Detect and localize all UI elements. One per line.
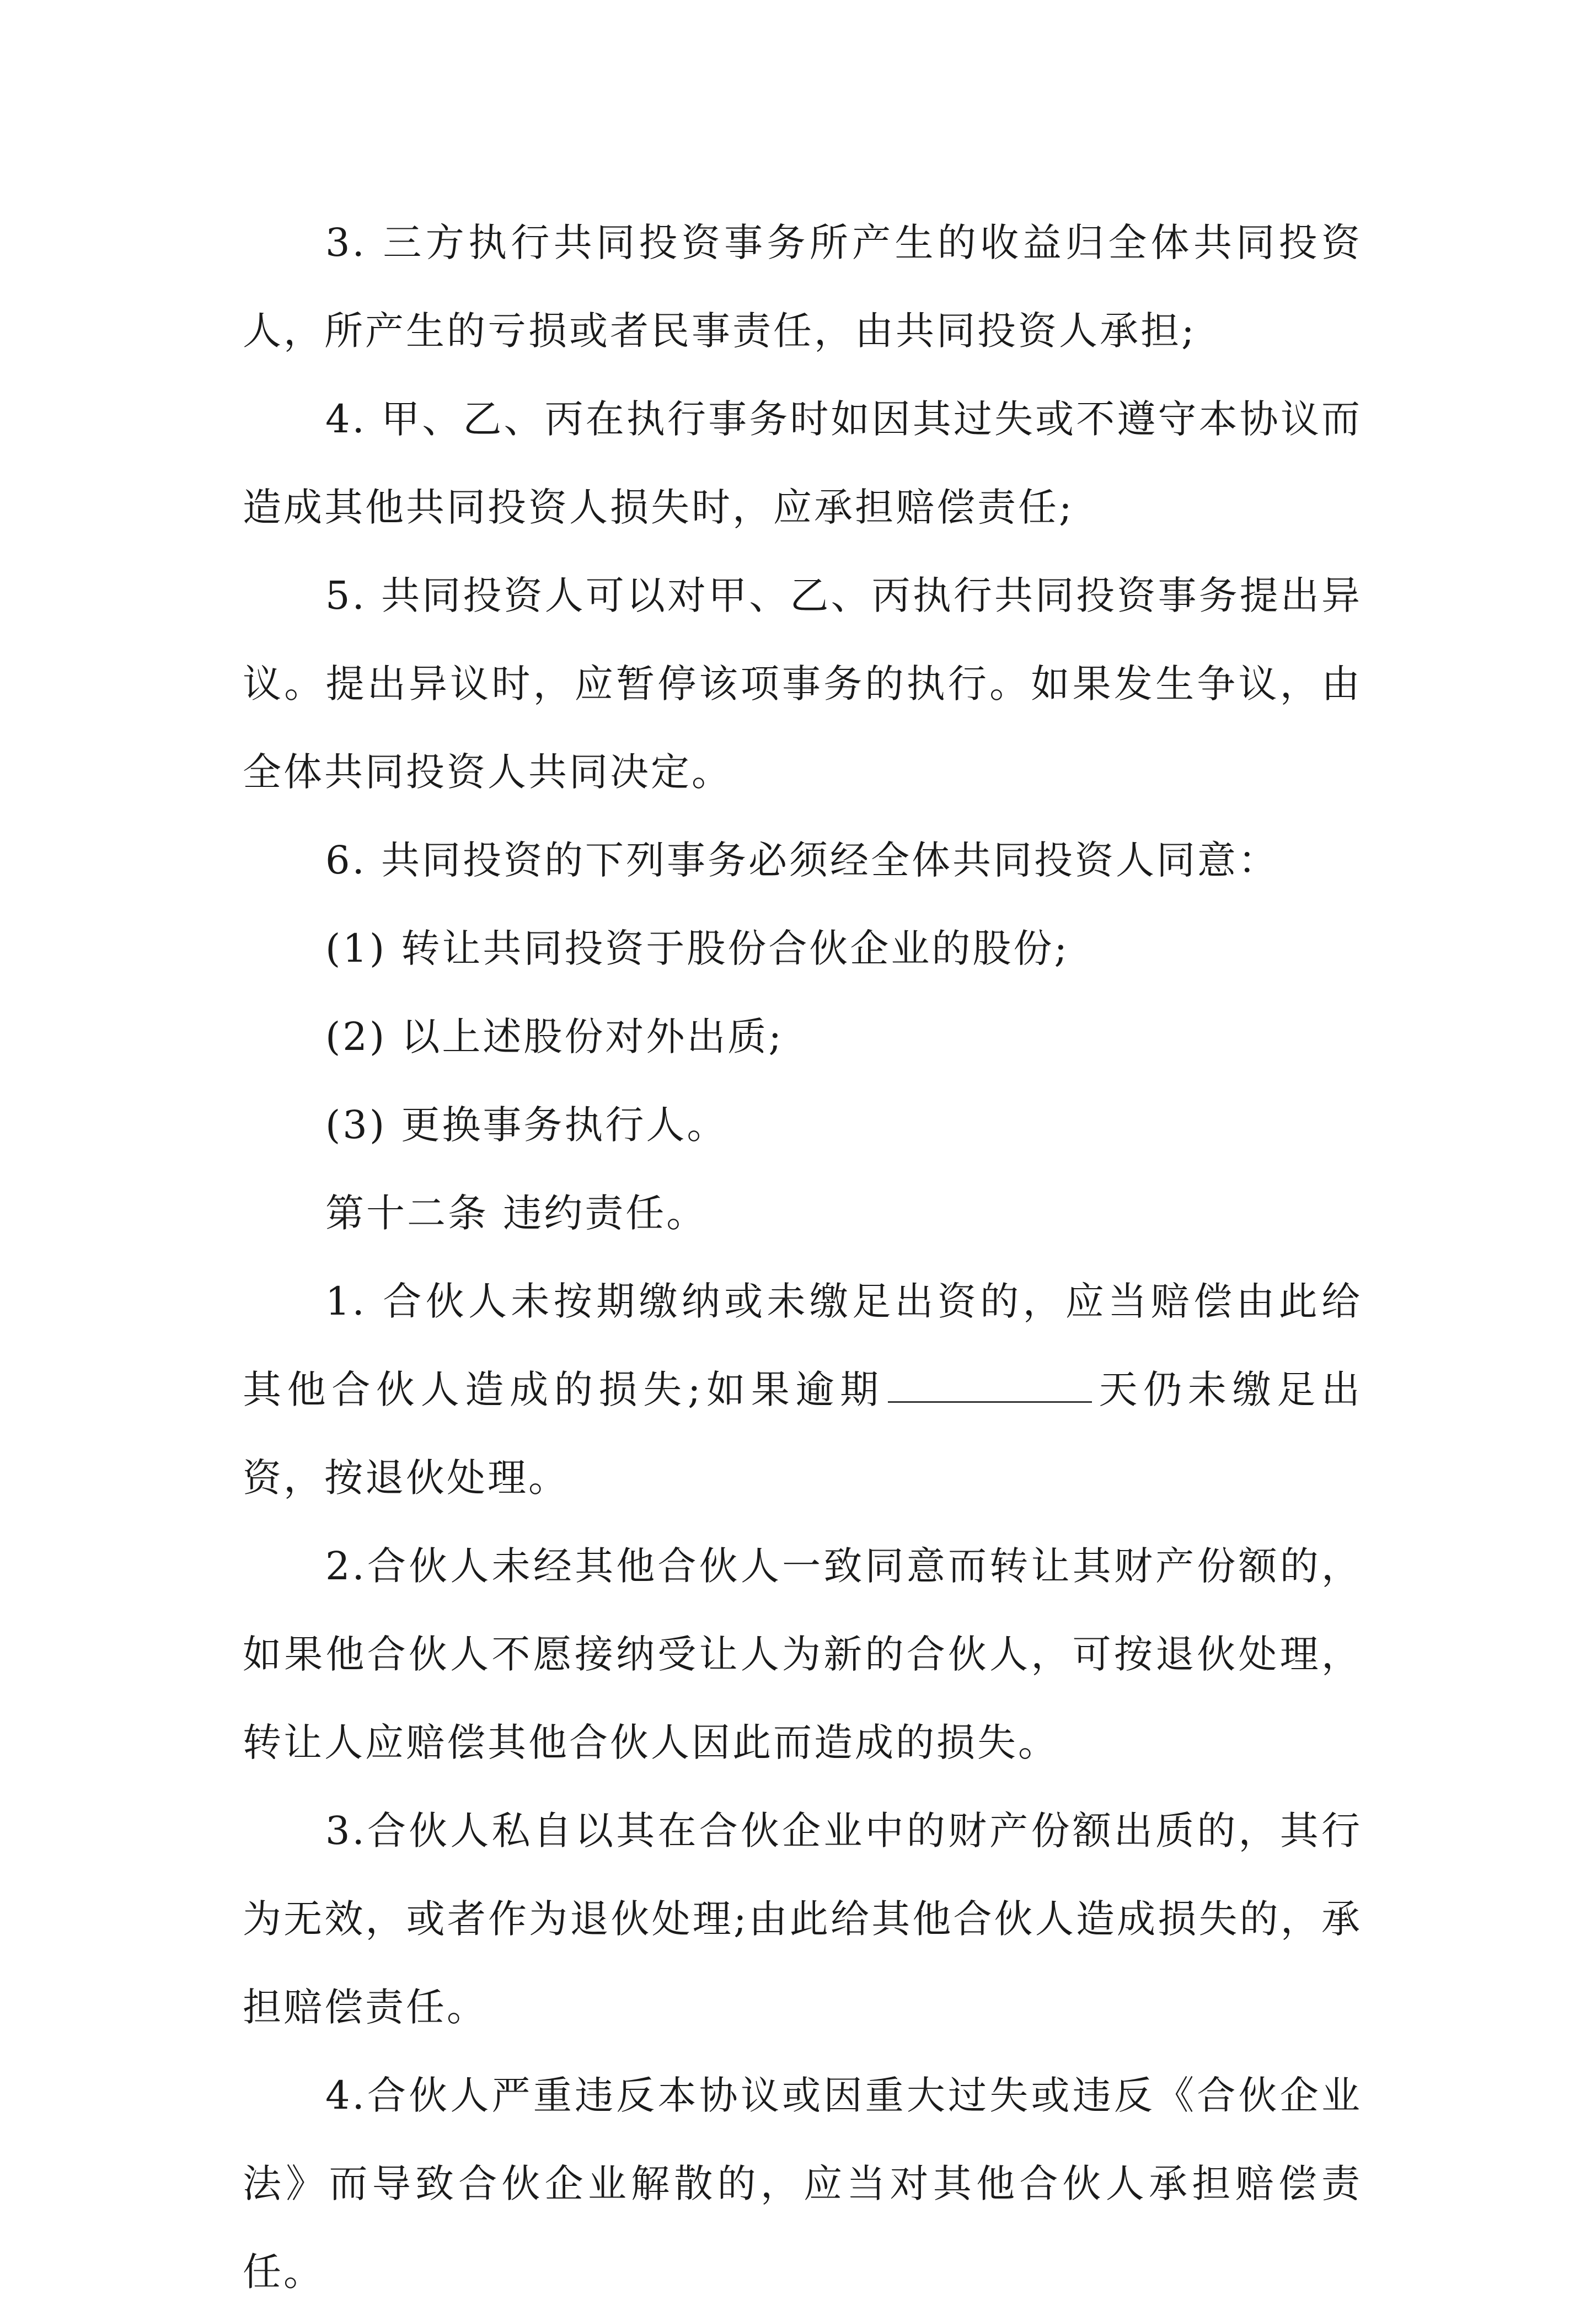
list-item-transfer-shares: (1) 转让共同投资于股份合伙企业的股份; <box>325 926 1069 971</box>
paragraph-investment-profit: 3. 三方执行共同投资事务所产生的收益归全体共同投资人，所产生的亏损或者民事责任，由共同投资人承担; <box>243 220 1362 353</box>
paragraph-objection: 5. 共同投资人可以对甲、乙、丙执行共同投资事务提出异议。提出异议时，应暂停该项事务的执行。如果发生争议，由全体共同投资人共同决定。 <box>243 573 1362 795</box>
paragraph-dissolution-liability: 4.合伙人严重违反本协议或因重大过失或违反《合伙企业法》而导致合伙企业解散的，应当对其他合伙人承担赔偿责任。 <box>243 2073 1362 2294</box>
list-item-pledge-shares: (2) 以上述股份对外出质; <box>325 1014 784 1059</box>
list-item-replace-executor: (3) 更换事务执行人。 <box>325 1102 728 1148</box>
late-contribution-text-before: 1. 合伙人未按期缴纳或未缴足出资的，应当赔偿由此给 其他合伙人造成的损失;如果逾期 <box>243 1279 1362 1412</box>
paragraph-unauthorized-transfer: 2.合伙人未经其他合伙人一致同意而转让其财产份额的，如果他合伙人不愿接纳受让人为新的合伙人，可按退伙处理，转让人应赔偿其他合伙人因此而造成的损失。 <box>243 1543 1362 1765</box>
article-heading-breach-liability: 第十二条 违约责任。 <box>325 1191 708 1236</box>
paragraph-late-contribution <box>243 1257 1362 1522</box>
days-blank-line <box>888 1363 1092 1403</box>
paragraph-consent-matters: 6. 共同投资的下列事务必须经全体共同投资人同意： <box>325 838 1279 883</box>
paragraph-private-pledge: 3.合伙人私自以其在合伙企业中的财产份额出质的，其行为无效，或者作为退伙处理;由此给其他合伙人造成损失的，承担赔偿责任。 <box>243 1808 1362 2030</box>
paragraph-compensation-liability: 4. 甲、乙、丙在执行事务时如因其过失或不遵守本协议而造成其他共同投资人损失时，应承担赔偿责任; <box>243 396 1362 530</box>
late-contribution-text-after: 天仍未缴足出资，按退伙处理。 <box>243 1367 1362 1500</box>
document-body <box>243 199 1362 2316</box>
